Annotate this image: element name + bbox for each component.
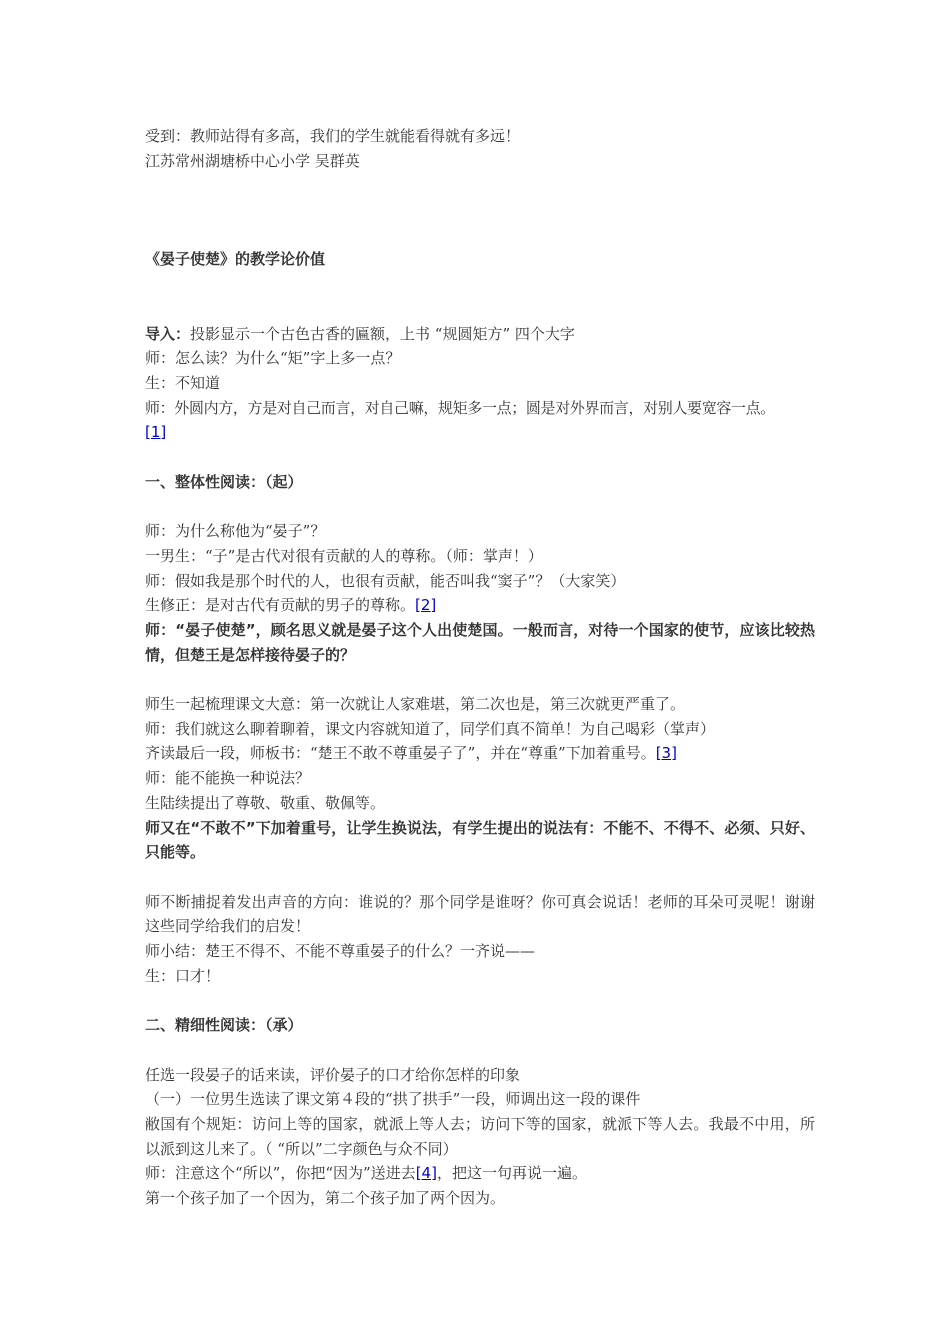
dialogue-line: 齐读最后一段，师板书：“楚王不敢不尊重晏子了”，并在“尊重”下加着重号。[3] [145, 744, 677, 763]
intro-line-1: 受到：教师站得有多高，我们的学生就能看得就有多远！ [145, 127, 521, 145]
document-page [145, 124, 815, 1211]
intro-label: 导入： [145, 324, 191, 343]
section-heading-1: 一、整体性阅读：（起） [145, 472, 303, 491]
article-title: 《晏子使楚》的教学论价值 [145, 250, 326, 269]
footnote-link-1[interactable]: [1] [145, 423, 167, 442]
dialogue-line: 师：外圆内方，方是对自己而言，对自己嘛，规矩多一点；圆是对外界而言，对别人要宽容一点。 [145, 398, 775, 417]
dialogue-line: 任选一段晏子的话来读，评价晏子的口才给你怎样的印象 [145, 1065, 521, 1084]
dialogue-line: 第一个孩子加了一个因为，第二个孩子加了两个因为。 [145, 1189, 506, 1208]
section-heading-2: 二、精细性阅读：（承） [145, 1016, 303, 1035]
bold-paragraph: 师又在“不敢不”下加着重号，让学生换说法，有学生提出的说法有：不能不、不得不、必须、只好、只能等。 [145, 818, 815, 862]
author-line: 江苏常州湖塘桥中心小学 吴群英 [145, 151, 360, 170]
intro-projection-text: 投影显示一个古色古香的匾额，上书 “规圆矩方” 四个大字 [190, 324, 575, 343]
dialogue-line: 师：能不能换一种说法？ [145, 769, 311, 788]
footnote-link-3[interactable]: [3] [655, 744, 677, 763]
dialogue-line: 师：注意这个“所以”，你把“因为”送进去[4]，把这一句再说一遍。 [145, 1164, 587, 1183]
dialogue-line: 师生一起梳理课文大意：第一次就让人家难堪，第二次也是，第三次就更严重了。 [145, 695, 686, 714]
dialogue-line: 生：口才！ [145, 966, 221, 985]
dialogue-line: 师：假如我是那个时代的人，也很有贡献，能否叫我“窦子”？（大家笑） [145, 571, 626, 590]
dialogue-line: 生修正：是对古代有贡献的男子的尊称。[2] [145, 596, 437, 615]
footnote-link-2[interactable]: [2] [415, 596, 437, 615]
dialogue-line: （一）一位男生选读了课文第４段的“拱了拱手”一段，师调出这一段的课件 [145, 1090, 641, 1109]
dialogue-line: 生陆续提出了尊敬、敬重、敬佩等。 [145, 793, 386, 812]
intro-projection-line [145, 322, 815, 347]
dialogue-line: 师：为什么称他为“晏子”？ [145, 522, 326, 541]
dialogue-line: 师：怎么读？为什么“矩”字上多一点？ [145, 349, 401, 368]
paragraph: 敝国有个规矩：访问上等的国家，就派上等人去；访问下等的国家，就派下等人去。我最不中用，所以派到这儿来了。（ “所以”二字颜色与众不同） [145, 1114, 815, 1158]
dialogue-line: 生：不知道 [145, 373, 221, 392]
dialogue-line: 一男生：“子”是古代对很有贡献的人的尊称。（师：掌声！） [145, 546, 543, 565]
footnote-link-4[interactable]: [4] [415, 1164, 437, 1183]
dialogue-line: 师小结：楚王不得不、不能不尊重晏子的什么？一齐说—— [145, 942, 536, 961]
dialogue-line: 师：我们就这么聊着聊着，课文内容就知道了，同学们真不简单！为自己喝彩（掌声） [145, 719, 716, 738]
bold-paragraph: 师：“晏子使楚”，顾名思义就是晏子这个人出使楚国。一般而言，对待一个国家的使节，应该比较热情，但楚王是怎样接待晏子的？ [145, 620, 815, 664]
paragraph: 师不断捕捉着发出声音的方向：谁说的？那个同学是谁呀？你可真会说话！老师的耳朵可灵呢！谢谢这些同学给我们的启发！ [145, 892, 815, 936]
